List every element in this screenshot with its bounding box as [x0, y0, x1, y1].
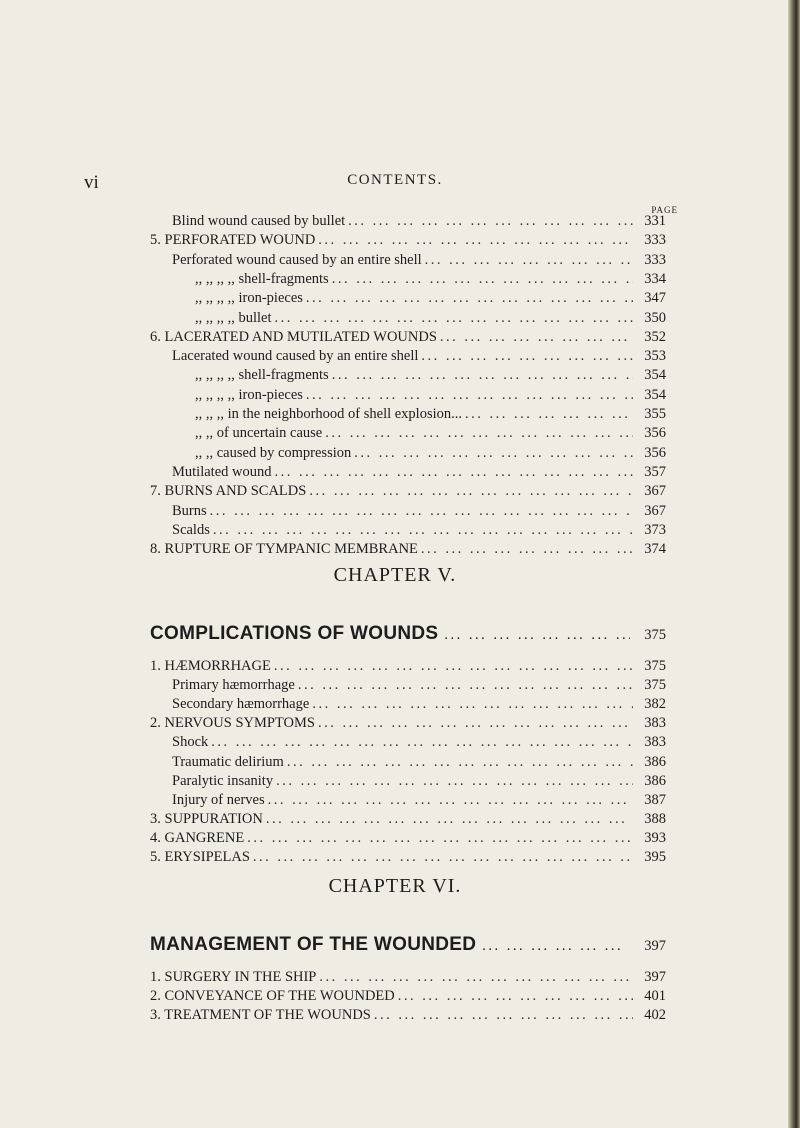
toc-entry-label: Primary hæmorrhage — [172, 677, 295, 694]
toc-entry — [0, 503, 790, 523]
toc-entry — [0, 773, 790, 793]
toc-entry — [0, 445, 790, 465]
toc-entry — [0, 696, 790, 716]
toc-entry — [0, 232, 790, 252]
toc-entry-page: 331 — [644, 213, 666, 229]
toc-entry-label: 1. SURGERY IN THE SHIP — [150, 969, 317, 985]
leader-dots — [332, 271, 633, 288]
toc-entry — [0, 464, 790, 484]
toc-entry-page: 354 — [644, 367, 666, 384]
leader-dots — [348, 213, 633, 230]
leader-dots — [298, 677, 633, 694]
toc-entry-page: 333 — [644, 251, 666, 268]
toc-entry-label: 5. ERYSIPELAS — [150, 849, 250, 865]
leader-dots — [325, 425, 633, 442]
toc-entry — [0, 406, 790, 426]
toc-entry-label: 3. SUPPURATION — [150, 810, 263, 827]
toc-entry-page: 333 — [644, 232, 666, 249]
toc-entry-label: 7. BURNS AND SCALDS — [150, 483, 307, 500]
toc-entry-label: ,, ,, ,, ,, shell-fragments — [195, 367, 329, 384]
toc-entry-page: 353 — [644, 348, 666, 365]
leader-dots — [421, 348, 633, 365]
toc-entry-page: 382 — [644, 696, 666, 713]
running-title: CONTENTS. — [347, 172, 443, 188]
leader-dots — [425, 252, 633, 269]
leader-dots — [276, 773, 633, 790]
toc-entry — [0, 425, 790, 445]
toc-entry-page: 352 — [644, 328, 666, 345]
toc-entry — [0, 387, 790, 407]
toc-entry — [0, 483, 790, 503]
page-number: vi — [84, 172, 99, 193]
toc-entry-page: 373 — [644, 521, 666, 538]
toc-entry-label: 3. TREATMENT OF THE WOUNDS — [150, 1007, 371, 1024]
toc-entry-page: 397 — [644, 969, 666, 985]
leader-dots — [211, 734, 633, 751]
toc-entry-page: 367 — [644, 502, 666, 519]
toc-entry-page: 357 — [644, 463, 666, 480]
toc-entry — [0, 969, 790, 989]
toc-entry-page: 367 — [644, 483, 666, 500]
toc-entry-label: 8. RUPTURE OF TYMPANIC MEMBRANE — [150, 541, 418, 558]
toc-entry-label: 5. PERFORATED WOUND — [150, 232, 316, 249]
book-spine-edge — [788, 0, 800, 1128]
toc-entry-label: ,, ,, ,, ,, iron-pieces — [195, 386, 303, 403]
toc-entry-label: ,, ,, caused by compression — [195, 444, 352, 461]
leader-dots — [318, 232, 633, 249]
section-page: 397 — [644, 938, 666, 954]
toc-entry — [0, 734, 790, 754]
leader-dots — [440, 329, 633, 346]
toc-entry-page: 356 — [644, 444, 666, 461]
toc-entry-label: Paralytic insanity — [172, 772, 274, 789]
toc-entry-label: Scalds — [172, 521, 210, 538]
toc-entry-page: 334 — [644, 270, 666, 287]
chapter-v-title: CHAPTER V. — [333, 564, 457, 586]
toc-entry — [0, 1007, 790, 1027]
toc-entry — [0, 367, 790, 387]
leader-dots — [319, 969, 633, 986]
toc-entry — [0, 754, 790, 774]
toc-entry — [0, 830, 790, 850]
toc-entry-label: 6. LACERATED AND MUTILATED WOUNDS — [150, 328, 437, 345]
toc-entry-page: 356 — [644, 425, 666, 442]
toc-entry-label: 1. HÆMORRHAGE — [150, 658, 271, 674]
toc-entry-label: ,, ,, ,, ,, bullet — [195, 309, 272, 326]
leader-dots — [275, 310, 633, 327]
section-page: 375 — [644, 627, 666, 643]
toc-entry — [0, 715, 790, 735]
toc-entry-page: 386 — [644, 772, 666, 789]
toc-entry — [0, 310, 790, 330]
toc-entry-page: 383 — [644, 734, 666, 751]
toc-entry — [0, 541, 790, 561]
section-label: MANAGEMENT OF THE WOUNDED — [150, 934, 477, 955]
toc-entry-label: Injury of nerves — [172, 791, 265, 808]
leader-dots — [253, 849, 633, 866]
leader-dots — [482, 938, 630, 955]
toc-entry — [0, 792, 790, 812]
toc-entry-page: 387 — [644, 791, 666, 808]
toc-entry-page: 402 — [644, 1007, 666, 1024]
section-management — [0, 934, 790, 958]
toc-entry-page: 347 — [644, 290, 666, 307]
toc-entry — [0, 849, 790, 869]
toc-entry-page: 383 — [644, 715, 666, 732]
leader-dots — [312, 696, 633, 713]
leader-dots — [274, 658, 633, 675]
toc-entry — [0, 811, 790, 831]
toc-entry-label: Blind wound caused by bullet — [172, 213, 346, 229]
toc-entry-page: 388 — [644, 810, 666, 827]
toc-entry — [0, 348, 790, 368]
leader-dots — [213, 522, 633, 539]
leader-dots — [309, 483, 633, 500]
leader-dots — [354, 445, 633, 462]
section-complications — [0, 623, 790, 647]
toc-entry-label: ,, ,, ,, in the neighborhood of shell explosion... — [195, 406, 463, 422]
toc-entry — [0, 677, 790, 697]
toc-entry-label: Shock — [172, 734, 209, 751]
toc-entry-page: 354 — [644, 386, 666, 403]
leader-dots — [266, 811, 633, 828]
toc-entry — [0, 329, 790, 349]
chapter-vi-title: CHAPTER VI. — [328, 875, 462, 897]
toc-entry-label: 2. CONVEYANCE OF THE WOUNDED — [150, 988, 395, 1005]
toc-entry-label: Perforated wound caused by an entire shell — [172, 251, 422, 268]
toc-entry-label: ,, ,, ,, ,, iron-pieces — [195, 290, 303, 307]
toc-entry — [0, 522, 790, 542]
leader-dots — [398, 988, 633, 1005]
leader-dots — [287, 754, 633, 771]
toc-entry-label: Traumatic delirium — [172, 753, 284, 770]
leader-dots — [444, 627, 630, 644]
toc-entry-page: 375 — [644, 658, 666, 674]
leader-dots — [374, 1007, 633, 1024]
toc-entry-label: ,, ,, of uncertain cause — [195, 425, 323, 442]
toc-entry-label: Lacerated wound caused by an entire shell — [172, 348, 419, 365]
leader-dots — [306, 387, 633, 404]
toc-entry-page: 393 — [644, 829, 666, 846]
toc-entry-page: 395 — [644, 849, 666, 865]
toc-entry-page: 386 — [644, 753, 666, 770]
toc-entry-label: Mutilated wound — [172, 463, 272, 480]
toc-entry — [0, 658, 790, 678]
toc-entry-label: 2. NERVOUS SYMPTOMS — [150, 715, 315, 732]
toc-entry — [0, 290, 790, 310]
section-label: COMPLICATIONS OF WOUNDS — [150, 623, 439, 644]
toc-entry — [0, 271, 790, 291]
toc-entry-label: ,, ,, ,, ,, shell-fragments — [195, 270, 329, 287]
toc-entry-label: Burns — [172, 502, 207, 519]
toc-entry-label: 4. GANGRENE — [150, 829, 245, 846]
leader-dots — [332, 367, 633, 384]
page-column-label: PAGE — [651, 205, 678, 215]
leader-dots — [465, 406, 633, 423]
toc-entry-page: 401 — [644, 988, 666, 1005]
toc-entry-page: 375 — [644, 677, 666, 694]
toc-entry-page: 350 — [644, 309, 666, 326]
leader-dots — [306, 290, 633, 307]
leader-dots — [421, 541, 633, 558]
toc-entry — [0, 252, 790, 272]
leader-dots — [210, 503, 633, 520]
toc-entry — [0, 213, 790, 233]
toc-entry-label: Secondary hæmorrhage — [172, 696, 310, 713]
leader-dots — [318, 715, 633, 732]
leader-dots — [247, 830, 633, 847]
page-header — [0, 172, 790, 194]
toc-entry-page: 355 — [644, 406, 666, 422]
leader-dots — [274, 464, 633, 481]
toc-entry — [0, 988, 790, 1008]
leader-dots — [268, 792, 633, 809]
toc-entry-page: 374 — [644, 541, 666, 558]
